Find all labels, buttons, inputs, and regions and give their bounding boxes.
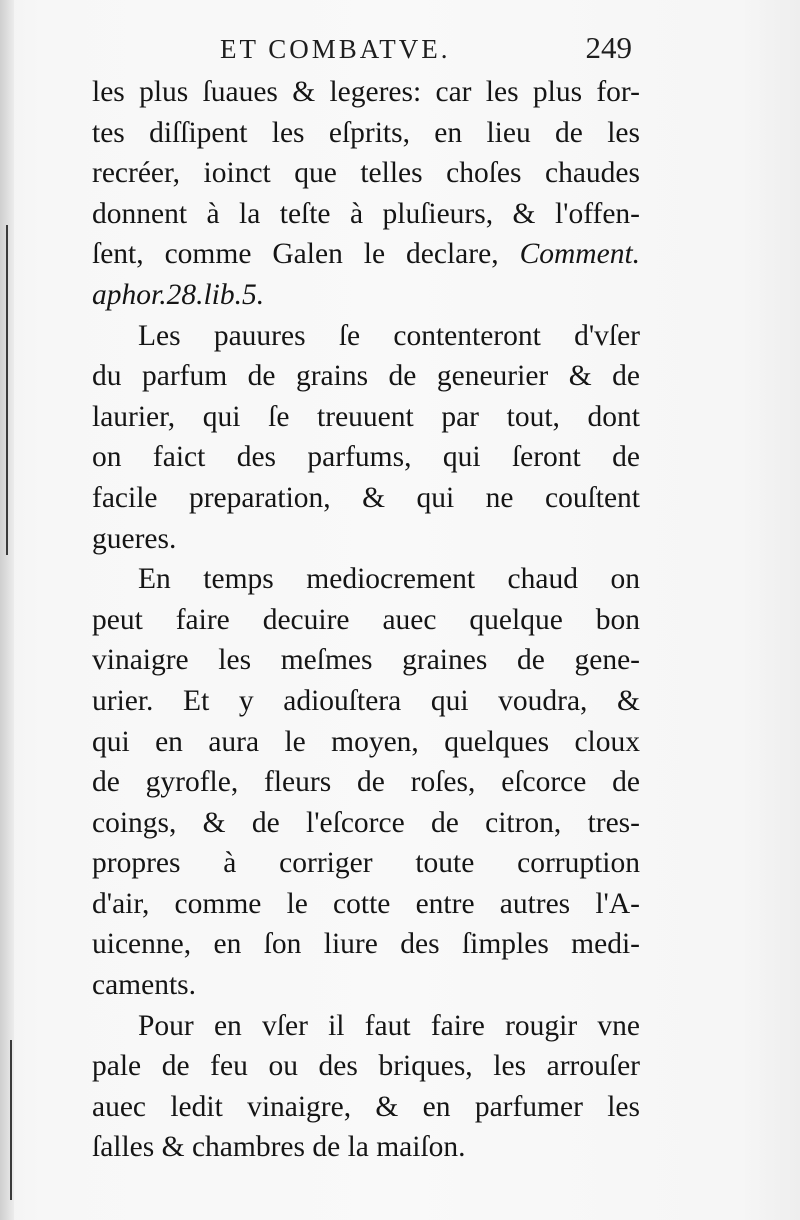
text-line: vinaigre les meſmes graines de gene-: [92, 644, 640, 677]
page-number: 249: [585, 30, 632, 65]
text-line: recréer, ioinct que telles choſes chaudes: [92, 157, 640, 190]
margin-mark-upper: [6, 225, 8, 555]
text-line: Les pauures ſe contenteront d'vſer: [138, 319, 640, 352]
text-line: laurier, qui ſe treuuent par tout, dont: [92, 400, 640, 433]
margin-mark-lower: [10, 1040, 12, 1200]
text-line: qui en aura le moyen, quelques cloux: [92, 725, 640, 758]
running-title: ET COMBATVE.: [220, 34, 451, 64]
text-line: uicenne, en ſon liure des ſimples medi-: [92, 928, 640, 961]
text-line: pale de feu ou des briques, les arrouſer: [92, 1050, 640, 1083]
text-line: caments.: [92, 969, 197, 1002]
citation-italic: Comment.: [519, 238, 641, 271]
text-line: du parfum de grains de geneurier & de: [92, 360, 640, 393]
citation-line: aphor.28.lib.5.: [92, 278, 265, 311]
page-edge-shadow: [0, 0, 14, 1220]
text-fragment: ſent, comme Galen le declare,: [92, 238, 499, 271]
text-line: ſalles & chambres de la maiſon.: [92, 1131, 466, 1164]
text-line-with-reference: [92, 234, 640, 275]
text-line: peut faire decuire auec quelque bon: [92, 603, 640, 636]
text-line: En temps mediocrement chaud on: [138, 563, 640, 596]
text-line: les plus ſuaues & legeres: car les plus for-: [92, 76, 640, 108]
text-line: d'air, comme le cotte entre autres l'A-: [92, 887, 640, 920]
text-line: auec ledit vinaigre, & en parfumer les: [92, 1090, 640, 1123]
text-line: on faict des parfums, qui ſeront de: [92, 441, 640, 474]
text-line: tes diſſipent les eſprits, en lieu de les: [92, 116, 640, 149]
text-line: Pour en vſer il faut faire rougir vne: [138, 1009, 640, 1042]
text-line: donnent à la teſte à pluſieurs, & l'offen-: [92, 197, 640, 230]
running-head: [95, 30, 640, 70]
text-line: gueres.: [92, 522, 177, 555]
text-line: facile preparation, & qui ne couſtent: [92, 481, 640, 514]
text-line: coings, & de l'eſcorce de citron, tres-: [92, 806, 640, 839]
text-line: urier. Et y adiouſtera qui voudra, &: [92, 684, 640, 717]
text-line: propres à corriger toute corruption: [92, 847, 640, 880]
body-text: [92, 72, 640, 1168]
text-line: de gyrofle, fleurs de roſes, eſcorce de: [92, 766, 640, 799]
